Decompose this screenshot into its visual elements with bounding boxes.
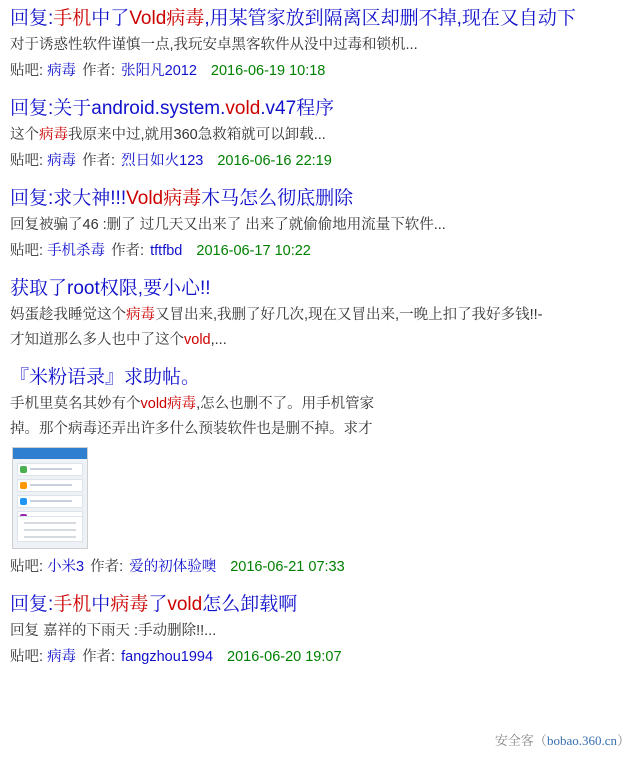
- thumbnail-row-icon: [20, 482, 27, 489]
- text-run: ,用某管家放到隔离区却删不掉,现在又自动下: [204, 8, 576, 29]
- text-run: 求大神!!!: [53, 188, 127, 209]
- text-run: 关于android.system.: [53, 98, 226, 119]
- text-run: 木马怎么彻底删除: [201, 188, 354, 209]
- meta-date: 2016-06-16 22:19: [217, 153, 332, 169]
- highlight-term: vold: [167, 594, 203, 615]
- text-run: 怎么卸载啊: [202, 594, 298, 615]
- meta-author-link[interactable]: 张阳凡2012: [121, 63, 197, 79]
- meta-forum-link[interactable]: 病毒: [47, 153, 77, 169]
- text-run: 回复被骗了46 :删了 过几天又出来了 出来了就偷偷地用流量下软件...: [10, 217, 446, 233]
- meta-forum-link[interactable]: 病毒: [47, 649, 77, 665]
- thumbnail-list-row: [17, 495, 83, 508]
- thumbnail-row-icon: [20, 466, 27, 473]
- highlight-term: 病毒: [39, 127, 68, 143]
- result-snippet-line2: [10, 417, 630, 441]
- text-run: 了: [148, 594, 168, 615]
- thumbnail-list-row: [17, 479, 83, 492]
- highlight-term: Vold: [126, 188, 164, 209]
- meta-forum-label: 贴吧:: [10, 153, 48, 169]
- thumbnail-footer-line: [24, 522, 76, 524]
- highlight-term: 病毒: [163, 188, 202, 209]
- highlight-term: 病毒: [167, 396, 197, 412]
- meta-author-label: 作者:: [82, 649, 120, 665]
- text-run: 我原来中过,就用360急救箱就可以卸载...: [68, 127, 326, 143]
- result-title-link[interactable]: [10, 186, 630, 212]
- meta-date: 2016-06-19 10:18: [210, 63, 326, 79]
- highlight-term: 病毒: [110, 594, 149, 615]
- meta-author-label: 作者:: [111, 243, 149, 259]
- highlight-term: vold: [140, 396, 168, 412]
- result-title-link[interactable]: [10, 6, 630, 32]
- meta-author-label: 作者:: [90, 559, 128, 575]
- result-title-link[interactable]: [10, 96, 630, 122]
- result-meta: [10, 149, 630, 173]
- result-title-link[interactable]: [10, 592, 630, 618]
- meta-date: 2016-06-20 19:07: [227, 649, 342, 665]
- thumbnail-row-line: [30, 484, 72, 486]
- thumbnail-row-line: [30, 500, 72, 502]
- meta-forum-link[interactable]: 手机杀毒: [47, 243, 106, 259]
- text-run: .v47程序: [260, 98, 335, 119]
- text-run: 『米粉语录』求助帖。: [10, 367, 201, 388]
- search-result: [10, 6, 630, 83]
- result-snippet: [10, 392, 630, 416]
- highlight-term: 手机: [53, 594, 92, 615]
- meta-forum-link[interactable]: 小米3: [47, 559, 85, 575]
- text-run: ,...: [210, 332, 227, 348]
- meta-forum-label: 贴吧:: [10, 649, 48, 665]
- text-run: 获取了root权限,要小心!!: [10, 278, 211, 299]
- highlight-term: 病毒: [126, 307, 155, 323]
- highlight-term: Vold: [129, 8, 167, 29]
- text-run: 才知道那么多人也中了这个: [10, 332, 184, 348]
- result-snippet: [10, 619, 630, 643]
- highlight-term: vold: [225, 98, 261, 119]
- result-snippet: [10, 33, 630, 57]
- text-run: 又冒出来,我删了好几次,现在又冒出来,一晚上扣了我好多钱!!-: [155, 307, 543, 323]
- watermark-suffix: ）: [616, 733, 630, 748]
- meta-forum-label: 贴吧:: [10, 63, 48, 79]
- result-thumbnail[interactable]: [12, 447, 88, 549]
- highlight-term: 病毒: [166, 8, 205, 29]
- meta-forum-label: 贴吧:: [10, 559, 48, 575]
- thumbnail-footer-box: [17, 516, 83, 542]
- watermark: [495, 730, 630, 749]
- text-run: ,怎么也删不了。用手机管家: [196, 396, 375, 412]
- meta-date: 2016-06-21 07:33: [230, 559, 345, 575]
- meta-author-label: 作者:: [82, 63, 120, 79]
- thumbnail-list-row: [17, 463, 83, 476]
- thumbnail-row-icon: [20, 498, 27, 505]
- result-meta: [10, 555, 630, 579]
- search-result: [10, 186, 630, 263]
- thumbnail-row-line: [30, 468, 72, 470]
- watermark-prefix: 安全客（: [494, 733, 547, 748]
- text-run: 对于诱惑性软件谨慎一点,我玩安卓黑客软件从没中过毒和锁机...: [10, 37, 418, 53]
- search-result: [10, 592, 630, 669]
- results-list: [10, 6, 630, 669]
- text-run: 回复:: [10, 188, 54, 209]
- result-snippet: [10, 303, 630, 327]
- thumbnail-footer-line: [24, 529, 76, 531]
- text-run: 中: [91, 594, 111, 615]
- text-run: 妈蛋趁我睡觉这个: [10, 307, 126, 323]
- meta-author-link[interactable]: 烈日如火123: [121, 153, 204, 169]
- meta-author-link[interactable]: 爱的初体验噢: [129, 559, 217, 575]
- result-snippet-line2: [10, 328, 630, 352]
- meta-author-link[interactable]: tftfbd: [150, 243, 183, 259]
- text-run: 手机里莫名其妙有个: [10, 396, 141, 412]
- meta-date: 2016-06-17 10:22: [196, 243, 311, 259]
- highlight-term: 手机: [53, 8, 92, 29]
- result-title-link[interactable]: [10, 365, 630, 391]
- meta-author-link[interactable]: fangzhou1994: [121, 649, 214, 665]
- result-title-link[interactable]: [10, 276, 630, 302]
- text-run: 掉。那个病毒还弄出许多什么预装软件也是删不掉。求才: [10, 421, 373, 437]
- result-meta: [10, 645, 630, 669]
- text-run: 回复:: [10, 8, 54, 29]
- text-run: 中了: [91, 8, 130, 29]
- search-result: [10, 96, 630, 173]
- text-run: 这个: [10, 127, 39, 143]
- meta-forum-label: 贴吧:: [10, 243, 48, 259]
- thumbnail-titlebar: [13, 448, 87, 459]
- thumbnail-footer-line: [24, 536, 76, 538]
- text-run: 回复 嘉祥的下雨天 :手动删除!!...: [10, 623, 217, 639]
- result-snippet: [10, 213, 630, 237]
- result-meta: [10, 239, 630, 263]
- result-snippet: [10, 123, 630, 147]
- highlight-term: vold: [184, 332, 211, 348]
- search-result: [10, 276, 630, 352]
- text-run: 回复:: [10, 98, 54, 119]
- meta-author-label: 作者:: [82, 153, 120, 169]
- search-result: [10, 365, 630, 579]
- watermark-site: bobao.360.cn: [546, 733, 617, 748]
- text-run: 回复:: [10, 594, 54, 615]
- meta-forum-link[interactable]: 病毒: [47, 63, 77, 79]
- result-meta: [10, 59, 630, 83]
